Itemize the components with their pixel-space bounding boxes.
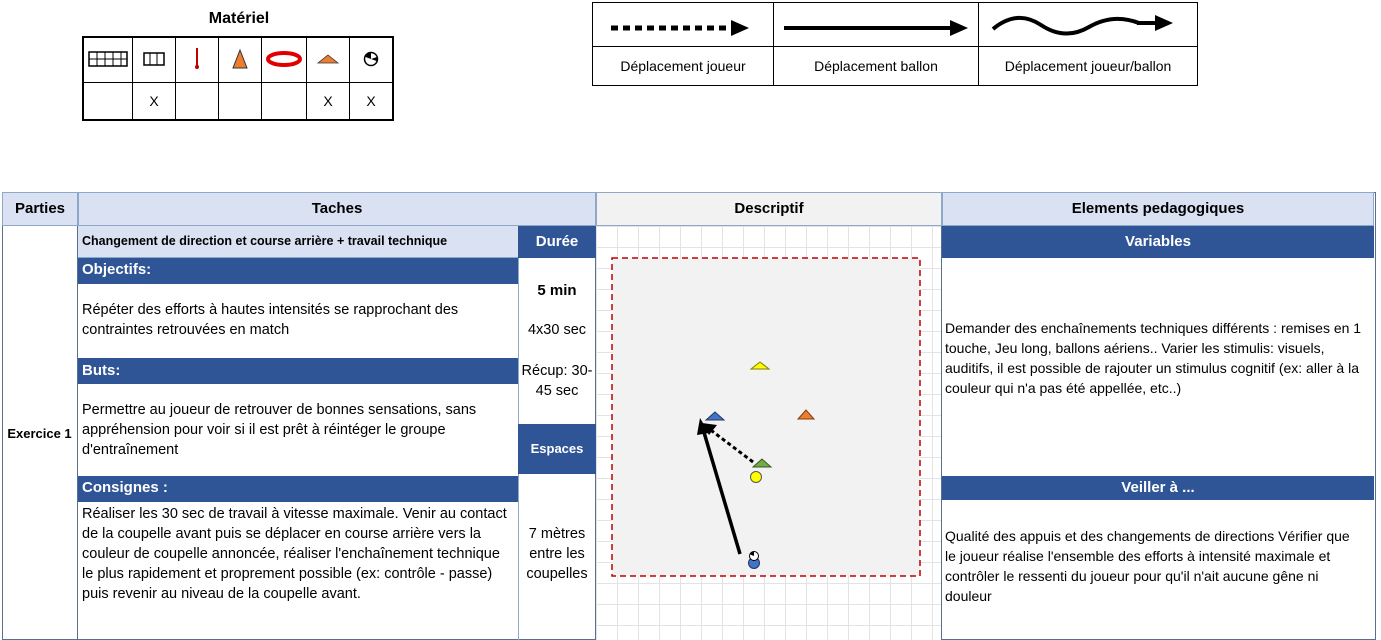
materiel-check: X [133,83,176,121]
solid-arrow-icon [774,3,979,47]
materiel-cell [262,37,307,83]
legend-label: Déplacement ballon [814,58,938,74]
materiel-check [176,83,219,121]
variables-text: Demander des enchaînements techniques différents : remises en 1 touche, Jeu long, ballons aériens.. Varier les stimulis: visuels, auditifs, il est possible de rajouter un stimulus cognitif (ex: aller à la couleur qui n'a pas été appellée, etc..) [945,320,1362,396]
dotted-arrow-icon [593,3,774,47]
duree-reps: 4x30 sec [527,322,587,338]
materiel-cell [350,37,394,83]
diagram-svg [596,226,942,640]
header-parties: Parties [2,192,78,226]
training-zone [612,258,920,576]
cone-icon [231,48,249,70]
materiel-table [82,36,394,121]
header-elements: Elements pedagogiques [942,192,1374,226]
espaces-label: Espaces [518,424,596,474]
materiel-cell [83,37,133,83]
consignes-label: Consignes : [78,476,518,502]
materiel-check: X [350,83,394,121]
materiel-check: X [307,83,350,121]
legend-label: Déplacement joueur/ballon [1004,58,1172,74]
exercise-name: Exercice 1 [2,226,78,640]
wavy-arrow-icon [979,3,1197,47]
exercise-diagram [596,226,942,640]
hoop-icon [264,50,304,68]
ball-icon [363,51,379,67]
materiel-cell [176,37,219,83]
header-taches: Taches [78,192,596,226]
duree-label: Durée [518,226,596,258]
materiel-cell [219,37,262,83]
exercise-subtitle: Changement de direction et course arrière + travail technique [78,226,518,258]
materiel-cell [307,37,350,83]
variables-label: Variables [942,226,1374,258]
pole-icon [192,46,202,72]
mini-goal-icon [142,51,166,67]
materiel-check [219,83,262,121]
consignes-text: Réaliser les 30 sec de travail à vitesse maximale. Venir au contact de la coupelle avant puis se déplacer en course arrière vers la couleur de coupelle annoncée, réaliser l'enchaînement technique le plus rapidement et proprement possible (ex: contrôle - passe) puis revenir au niveau de la coupelle avant. [82,506,507,602]
buts-text: Permettre au joueur de retrouver de bonnes sensations, sans appréhension pour voir si il est prêt à réintéger le groupe d'entraînement [82,402,477,458]
veiller-text: Qualité des appuis et des changements de directions Vérifier que le joueur réalise l'ensemble des efforts à intensité maximale et contrôler le ressenti du joueur pour qu'il n'ait aucune gêne ni douleur [945,528,1350,604]
legend-item [979,3,1197,85]
legend-item [593,3,774,85]
grid-fence-icon [88,50,128,68]
flat-cone-icon [316,52,340,66]
materiel-cell [133,37,176,83]
legend-item [774,3,979,85]
materiel-check [83,83,133,121]
objectifs-label: Objectifs: [78,258,518,284]
espaces-text: 7 mètres entre les coupelles [526,526,588,582]
yellow-player-icon [751,472,762,483]
duree-recup: Récup: 30-45 sec [521,363,593,399]
veiller-label: Veiller à ... [942,476,1374,500]
materiel-check [262,83,307,121]
header-descriptif: Descriptif [596,192,942,226]
movement-legend [592,2,1198,86]
materiel-title: Matériel [208,10,270,27]
buts-label: Buts: [78,358,518,384]
legend-label: Déplacement joueur [620,58,746,74]
objectifs-text: Répéter des efforts à hautes intensités se rapprochant des contraintes retrouvées en match [82,302,459,338]
duree-main: 5 min [537,282,577,299]
